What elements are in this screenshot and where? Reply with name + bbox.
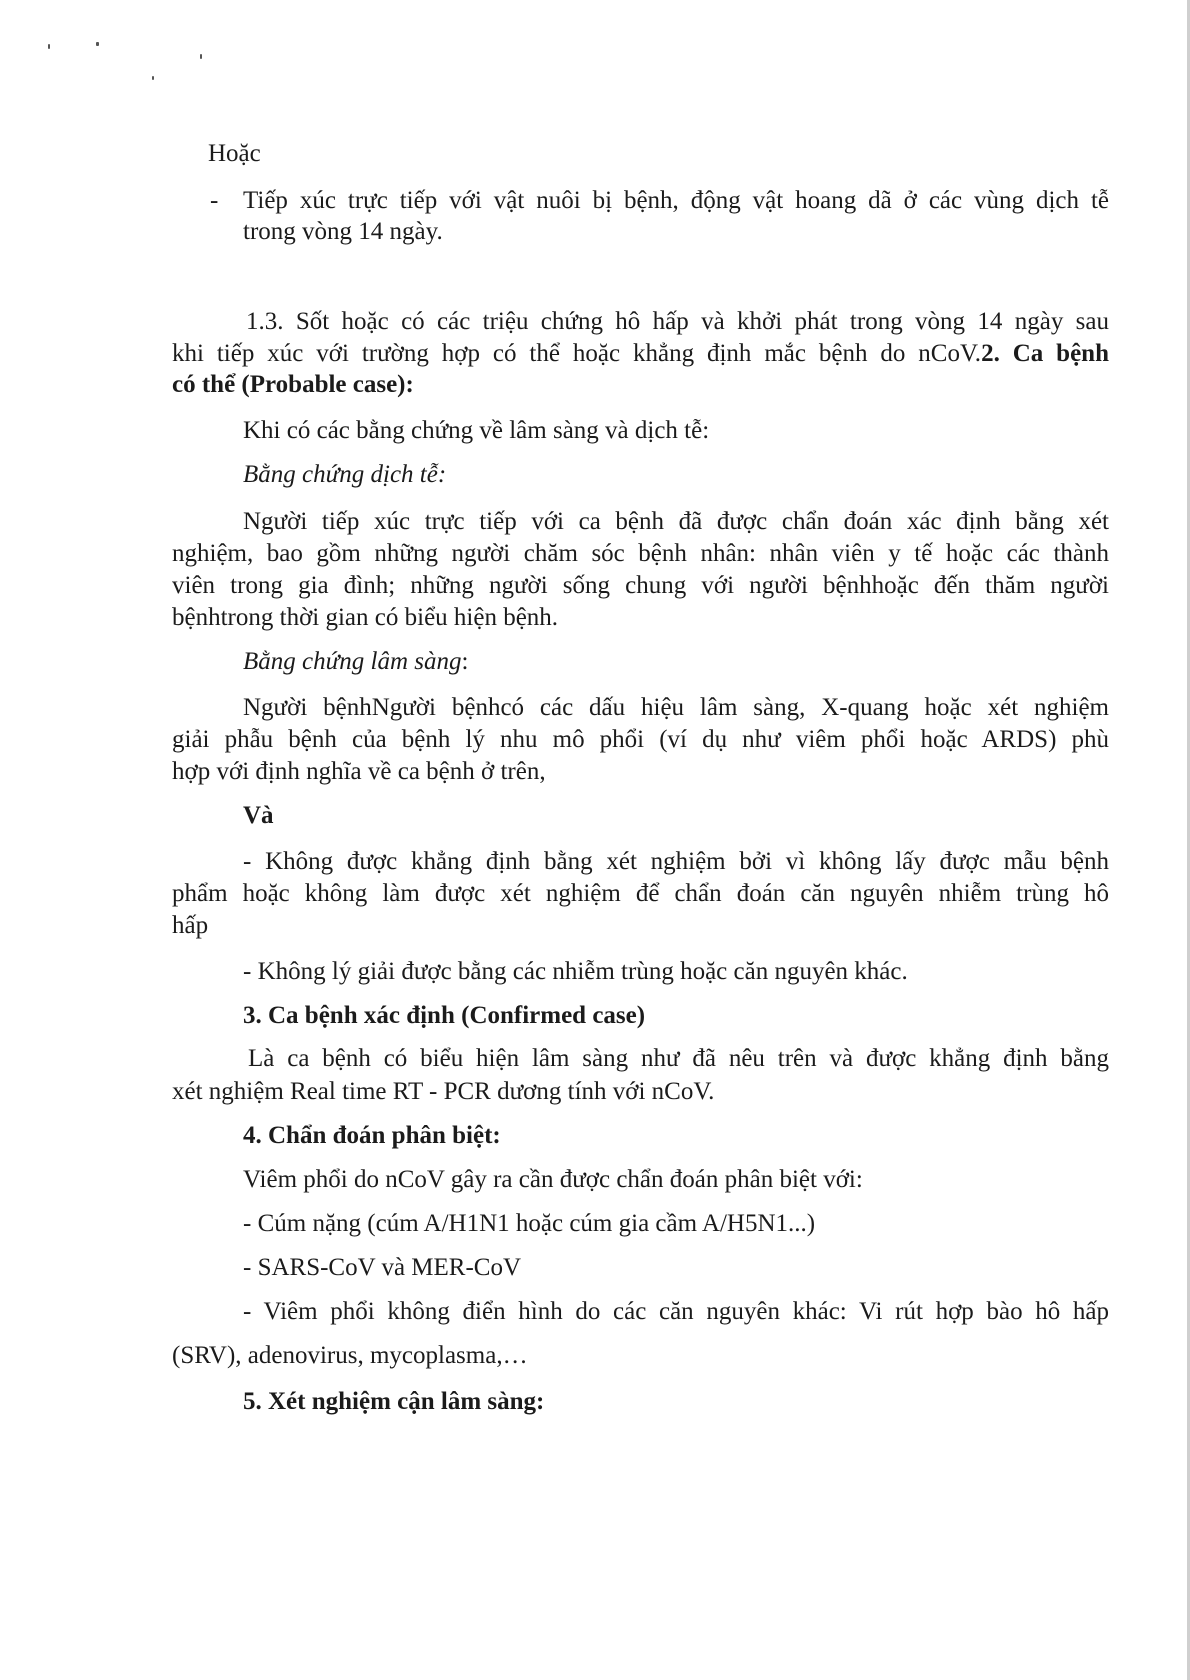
epi-line-1: Người tiếp xúc trực tiếp với ca bệnh đã được chẩn đoán xác định bằng xét — [243, 508, 1109, 535]
clin-line-1: Người bệnhNgười bệnhcó các dấu hiệu lâm sàng, X-quang hoặc xét nghiệm — [243, 694, 1109, 721]
scan-speck — [96, 42, 99, 46]
bullet-dash: - — [210, 187, 219, 214]
clin-heading-text: Bằng chứng lâm sàng — [243, 648, 462, 675]
contact-line-1: Tiếp xúc trực tiếp với vật nuôi bị bệnh, động vật hoang dã ở các vùng dịch tễ — [243, 187, 1109, 214]
va-text: Và — [243, 802, 274, 829]
not-confirmed-line-3: hấp — [172, 912, 209, 939]
epi-heading: Bằng chứng dịch tễ: — [243, 461, 447, 488]
section-4-item-3-line-1: - Viêm phổi không điển hình do các căn nguyên khác: Vi rút hợp bào hô hấp — [243, 1298, 1109, 1325]
clin-line-2: giải phẫu bệnh của bệnh lý nhu mô phổi (ví dụ như viêm phổi hoặc ARDS) phù — [172, 726, 1109, 753]
not-confirmed-line-1: - Không được khẳng định bằng xét nghiệm bởi vì không lấy được mẫu bệnh — [243, 848, 1109, 875]
section-4-heading: 4. Chẩn đoán phân biệt: — [243, 1122, 501, 1149]
section-4-item-3-line-2: (SRV), adenovirus, mycoplasma,… — [172, 1342, 528, 1369]
clin-line-3: hợp với định nghĩa về ca bệnh ở trên, — [172, 758, 546, 785]
para-1-3-line-2 — [172, 338, 1109, 370]
epi-line-4: bệnhtrong thời gian có biểu hiện bệnh. — [172, 604, 559, 631]
section-3-line-1: Là ca bệnh có biểu hiện lâm sàng như đã nêu trên và được khẳng định bằng — [248, 1045, 1109, 1072]
clin-heading — [243, 646, 468, 678]
section-3-line-2: xét nghiệm Real time RT - PCR dương tính với nCoV. — [172, 1078, 715, 1105]
clinical-intro: Khi có các bằng chứng về lâm sàng và dịch tễ: — [243, 417, 710, 444]
section-4-intro: Viêm phổi do nCoV gây ra cần được chẩn đoán phân biệt với: — [243, 1166, 863, 1193]
scan-speck — [200, 54, 202, 59]
section-2-heading-end: có thể (Probable case): — [172, 371, 414, 398]
section-2-heading-start: 2. Ca bệnh — [981, 340, 1109, 367]
epi-line-3: viên trong gia đình; những người sống chung với người bệnhhoặc đến thăm người — [172, 572, 1109, 599]
section-4-item-2: - SARS-CoV và MER-CoV — [243, 1254, 522, 1281]
scan-speck — [152, 76, 154, 80]
not-explained: - Không lý giải được bằng các nhiễm trùng hoặc căn nguyên khác. — [243, 958, 908, 985]
contact-line-2: trong vòng 14 ngày. — [243, 218, 443, 245]
hoac-text: Hoặc — [208, 140, 261, 167]
not-confirmed-line-2: phẩm hoặc không làm được xét nghiệm để chẩn đoán căn nguyên nhiễm trùng hô — [172, 880, 1109, 907]
clin-heading-colon: : — [461, 648, 469, 675]
section-3-heading: 3. Ca bệnh xác định (Confirmed case) — [243, 1002, 646, 1029]
epi-line-2: nghiệm, bao gồm những người chăm sóc bệnh nhân: nhân viên y tế hoặc các thành — [172, 540, 1109, 567]
para-1-3-text: khi tiếp xúc với trường hợp có thể hoặc khẳng định mắc bệnh do nCoV. — [172, 340, 982, 367]
section-5-heading: 5. Xét nghiệm cận lâm sàng: — [243, 1388, 545, 1415]
scan-speck — [48, 44, 50, 49]
section-4-item-1: - Cúm nặng (cúm A/H1N1 hoặc cúm gia cầm A/H5N1...) — [243, 1210, 816, 1237]
para-1-3-line-1: 1.3. Sốt hoặc có các triệu chứng hô hấp và khởi phát trong vòng 14 ngày sau — [246, 308, 1109, 335]
